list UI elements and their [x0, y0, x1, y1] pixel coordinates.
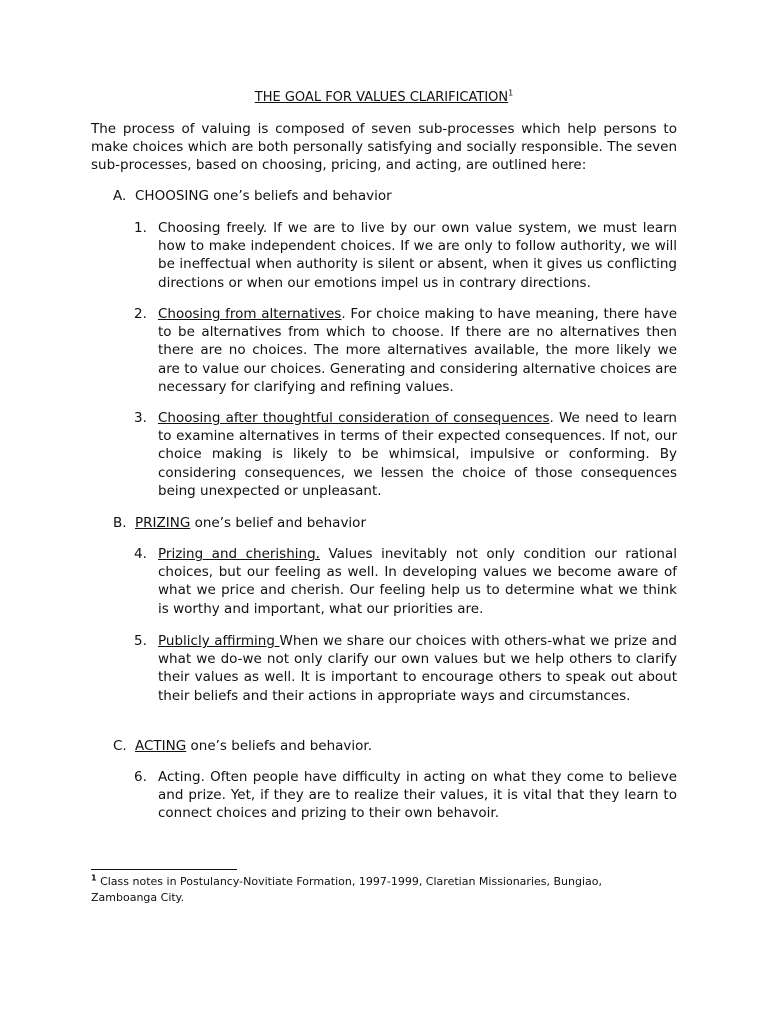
item-number: 5. — [134, 633, 147, 649]
section-letter: B. — [113, 515, 127, 531]
title-footnote-mark: 1 — [508, 88, 514, 98]
section-heading-keyword: CHOOSING — [135, 188, 209, 204]
item-number: 3. — [134, 410, 147, 426]
item-lead: Publicly affirming — [158, 633, 280, 649]
item-number: 1. — [134, 220, 147, 236]
item-number: 2. — [134, 306, 147, 322]
list-item-4 — [134, 545, 677, 618]
section-heading-rest: one’s beliefs and behavior. — [186, 738, 373, 754]
list-item-6 — [134, 768, 677, 823]
item-text: Choosing freely. If we are to live by our own value system, we must learn how to make independent choices. If we are only to follow authority, we will be ineffectual when authority is silent or absent, when it gives us conflicting directions or when our emotions impel us in contrary directions. — [158, 220, 677, 291]
list-item-5 — [134, 632, 677, 705]
section-letter: C. — [113, 738, 127, 754]
item-body — [158, 305, 677, 396]
item-number: 4. — [134, 546, 147, 562]
item-text: When we share our choices with others-what we prize and what we do-we not only clarify our own values but we help others to clarify their values as well. It is important to encourage others to speak out about their beliefs and their actions in appropriate ways and circumstances. — [158, 633, 677, 704]
item-body — [158, 409, 677, 500]
item-text: Acting. Often people have difficulty in acting on what they come to believe and prize. Yet, if they are to realize their values, it is vital that they learn to connect choices and prizing to their own behavoir. — [158, 769, 677, 822]
footnote-text: Class notes in Postulancy-Novitiate Formation, 1997-1999, Claretian Missionaries, Bungiao, Zamboanga City. — [91, 875, 602, 904]
item-text: . For choice making to have meaning, there have to be alternatives from which to choose. If there are no alternatives then there are no choices. The more alternatives available, the more likely we are to value our choices. Generating and considering alternative choices are necessary for clarifying and refining values. — [158, 306, 677, 395]
list-item-2 — [134, 305, 677, 396]
list-item-3 — [134, 409, 677, 500]
section-heading-rest: one’s belief and behavior — [190, 515, 366, 531]
item-body — [158, 768, 677, 823]
title-text: THE GOAL FOR VALUES CLARIFICATION — [254, 90, 509, 105]
footnote — [91, 874, 651, 906]
section-letter: A. — [113, 188, 127, 204]
section-heading-keyword: ACTING — [135, 738, 187, 754]
item-body — [158, 632, 677, 705]
list-item-1 — [134, 219, 677, 292]
footnote-separator — [91, 869, 237, 870]
item-number: 6. — [134, 769, 147, 785]
item-lead: Prizing and cherishing. — [158, 546, 320, 562]
section-a-heading — [113, 187, 392, 205]
item-text: . We need to learn to examine alternatives in terms of their expected consequences. If not, our choice making is likely to be whimsical, impulsive or conforming. By considering consequences, we lessen the choice of those consequences being unexpected or unpleasant. — [158, 410, 677, 499]
item-body — [158, 219, 677, 292]
item-body — [158, 545, 677, 618]
intro-paragraph: The process of valuing is composed of seven sub-processes which help persons to make choices which are both personally satisfying and socially responsible. The seven sub-processes, based on choosing, pricing, and acting, are outlined here: — [91, 121, 677, 173]
section-b-heading — [113, 514, 366, 532]
page-title — [0, 89, 768, 107]
item-text: Values inevitably not only condition our rational choices, but our feeling as well. In developing values we become aware of what we price and cherish. Our feeling help us to determine what we think is worthy and important, what our priorities are. — [158, 546, 677, 617]
section-c-heading — [113, 737, 372, 755]
section-heading-rest: one’s beliefs and behavior — [208, 188, 392, 204]
item-lead: Choosing from alternatives — [158, 306, 342, 322]
section-heading-keyword: PRIZING — [135, 515, 191, 531]
item-lead: Choosing after thoughtful consideration of consequences — [158, 410, 550, 426]
footnote-mark: 1 — [91, 873, 97, 883]
